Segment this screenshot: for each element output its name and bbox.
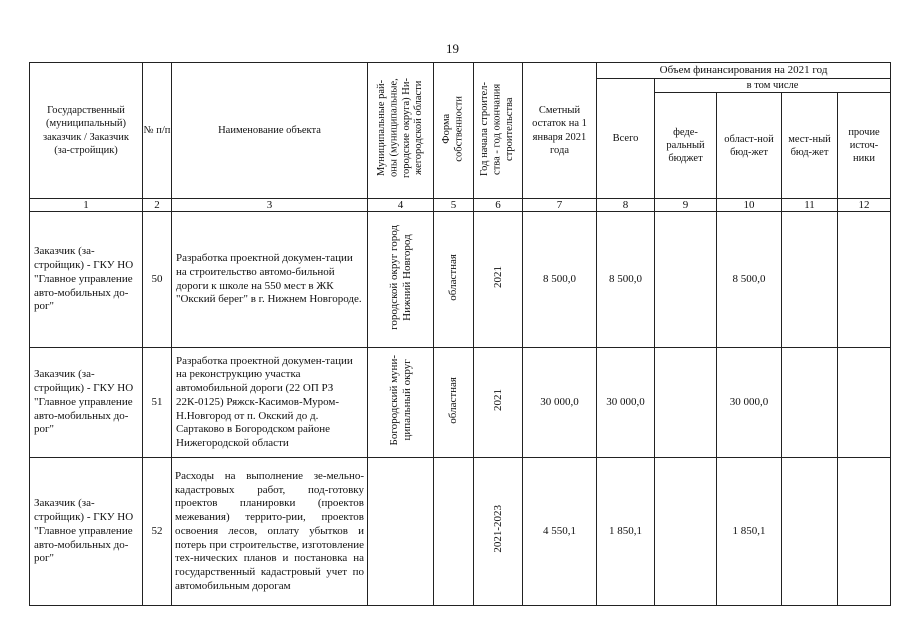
col-number: 9	[655, 199, 717, 212]
column-numbers-row	[30, 199, 891, 212]
col-number: 6	[474, 199, 523, 212]
col-number: 7	[523, 199, 597, 212]
header-total: Всего	[597, 79, 655, 199]
row-other	[838, 212, 891, 348]
row-object: Разработка проектной докумен-тации на реконструкцию участка автомобильной дороги (22 ОП РЗ 22К-0125) Ряжск-Касимов-Муром-Н.Новгород от п. Окский до д. Сартаково в Богородском районе Нижегородской области	[172, 348, 368, 458]
header-num: № п/п	[143, 63, 172, 199]
row-district	[368, 458, 434, 606]
col-number: 5	[434, 199, 474, 212]
col-number: 8	[597, 199, 655, 212]
header-local: мест-ный бюд-жет	[782, 93, 838, 199]
header-customer: Государственный (муниципальный) заказчик / Заказчик (за-стройщик)	[30, 63, 143, 199]
col-number: 10	[717, 199, 782, 212]
col-number: 1	[30, 199, 143, 212]
header-ownership: Форма собственности	[434, 63, 474, 199]
row-total: 30 000,0	[597, 348, 655, 458]
row-ownership: областная	[434, 348, 474, 458]
row-estimate: 4 550,1	[523, 458, 597, 606]
row-customer: Заказчик (за-стройщик) - ГКУ НО "Главное управление авто-мобильных до-рог"	[30, 212, 143, 348]
row-years: 2021	[474, 348, 523, 458]
table-row	[30, 348, 891, 458]
header-years: Год начала строител- ства - год окончания строительства	[474, 63, 523, 199]
row-federal	[655, 212, 717, 348]
header-other: прочие источ-ники	[838, 93, 891, 199]
row-district: Богородский муни- ципальный округ	[368, 348, 434, 458]
table-row	[30, 212, 891, 348]
table-row	[30, 458, 891, 606]
row-federal	[655, 458, 717, 606]
row-estimate: 30 000,0	[523, 348, 597, 458]
header-regional: област-ной бюд-жет	[717, 93, 782, 199]
row-years: 2021	[474, 212, 523, 348]
col-number: 12	[838, 199, 891, 212]
row-estimate: 8 500,0	[523, 212, 597, 348]
row-ownership	[434, 458, 474, 606]
col-number: 11	[782, 199, 838, 212]
col-number: 2	[143, 199, 172, 212]
row-district: городской округ город Нижний Новгород	[368, 212, 434, 348]
row-num: 50	[143, 212, 172, 348]
row-years: 2021-2023	[474, 458, 523, 606]
header-financing: Объем финансирования на 2021 год	[597, 63, 891, 79]
row-regional: 1 850,1	[717, 458, 782, 606]
header-object: Наименование объекта	[172, 63, 368, 199]
row-local	[782, 348, 838, 458]
row-ownership: областная	[434, 212, 474, 348]
page-number: 19	[446, 41, 459, 56]
row-regional: 8 500,0	[717, 212, 782, 348]
row-local	[782, 212, 838, 348]
header-including: в том числе	[655, 79, 891, 93]
header-district: Муниципальные рай- оны (муниципальные, городские округа) Ни- жегородской области	[368, 63, 434, 199]
row-total: 1 850,1	[597, 458, 655, 606]
row-regional: 30 000,0	[717, 348, 782, 458]
row-federal	[655, 348, 717, 458]
row-object: Расходы на выполнение зе-мельно-кадастровых работ, под-готовку проектов планировки (проектов межевания) террито-рии, проектов освоения лесов, оплату убытков и потерь при строительстве, изготовление тех-нических планов и постановка на государственный кадастровый учет по автомобильным дорогам	[172, 458, 368, 606]
row-num: 51	[143, 348, 172, 458]
row-customer: Заказчик (за-стройщик) - ГКУ НО "Главное управление авто-мобильных до-рог"	[30, 458, 143, 606]
header-row-1	[30, 63, 891, 79]
header-estimate: Сметный остаток на 1 января 2021 года	[523, 63, 597, 199]
investment-table	[29, 62, 891, 606]
col-number: 4	[368, 199, 434, 212]
row-other	[838, 348, 891, 458]
row-other	[838, 458, 891, 606]
row-local	[782, 458, 838, 606]
header-federal: феде-ральный бюджет	[655, 93, 717, 199]
row-num: 52	[143, 458, 172, 606]
row-total: 8 500,0	[597, 212, 655, 348]
row-object: Разработка проектной докумен-тации на строительство автомо-бильной дороги к школе на 550 мест в ЖК "Окский берег" в г. Нижнем Новгороде.	[172, 212, 368, 348]
col-number: 3	[172, 199, 368, 212]
row-customer: Заказчик (за-стройщик) - ГКУ НО "Главное управление авто-мобильных до-рог"	[30, 348, 143, 458]
